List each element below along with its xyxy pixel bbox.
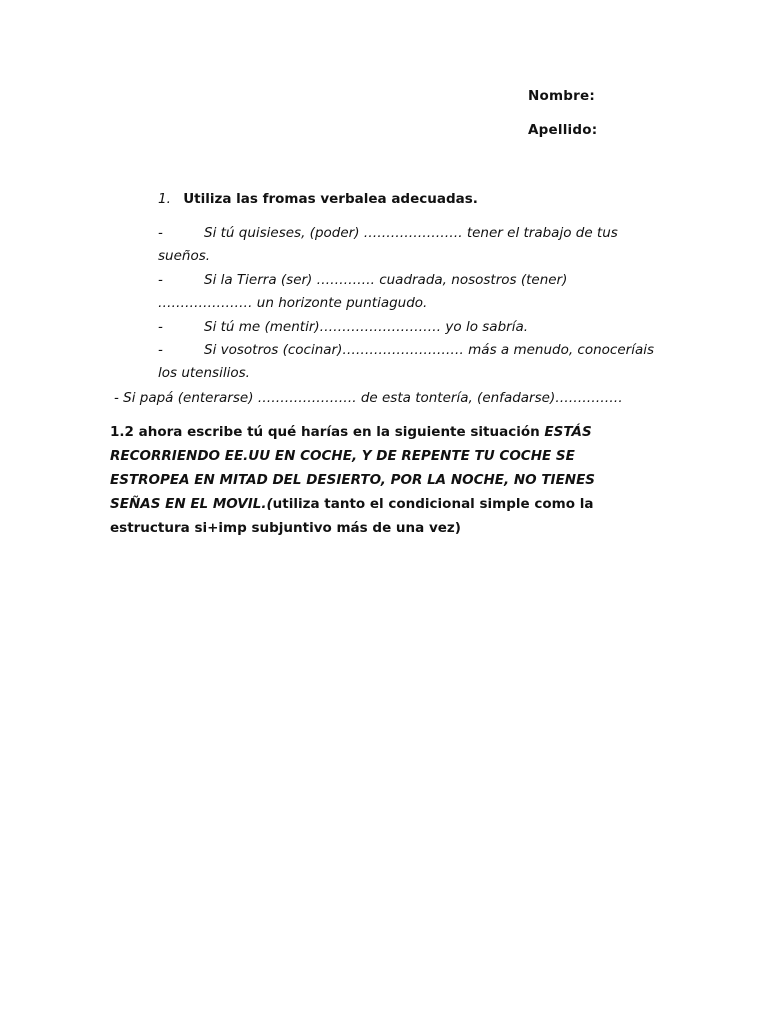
- exercise-1-instruction: Utiliza las fromas verbalea adecuadas.: [183, 191, 478, 207]
- surname-label: Apellido:: [528, 122, 598, 138]
- item-dash: -: [158, 342, 163, 358]
- exercise-2-intro: 1.2 ahora escribe tú qué harías en la siguiente situación: [110, 424, 545, 440]
- exercise-2-situation: ESTÁS RECORRIENDO EE.UU EN COCHE, Y DE REPENTE TU COCHE SE ESTROPEA EN MITAD DEL DESIERTO, POR LA NOCHE, NO TIENES SEÑAS EN EL MOVIL.(: [110, 424, 596, 512]
- item-text-line1: Si tú me (mentir)……………………… yo lo sabría.: [204, 319, 529, 335]
- item-text-line2: sueños.: [158, 248, 211, 264]
- item-text-line1: Si la Tierra (ser) …………. cuadrada, nosostros (tener): [204, 272, 568, 288]
- item-text-line1: Si vosotros (cocinar)……………………… más a menudo, conoceríais: [204, 342, 655, 358]
- item-dash: -: [158, 272, 163, 288]
- exercise-1-number: 1.: [158, 191, 171, 207]
- item-text-line2: los utensilios.: [158, 365, 250, 381]
- item-text-line2: ………………… un horizonte puntiagudo.: [158, 295, 428, 311]
- exercise-1-heading: [158, 191, 478, 207]
- item-dash: -: [158, 225, 163, 241]
- item-text-line1: Si tú quisieses, (poder) …………………. tener el trabajo de tus: [204, 225, 618, 241]
- item-dash: -: [158, 319, 163, 335]
- exercise-item-5: - Si papá (enterarse) …………………. de esta tontería, (enfadarse)……………: [114, 390, 623, 406]
- exercise-2-instruction: utiliza tanto el condicional simple como la estructura si+imp subjuntivo más de una vez): [110, 496, 594, 536]
- name-label: Nombre:: [528, 88, 595, 104]
- exercise-2-paragraph: [110, 420, 640, 540]
